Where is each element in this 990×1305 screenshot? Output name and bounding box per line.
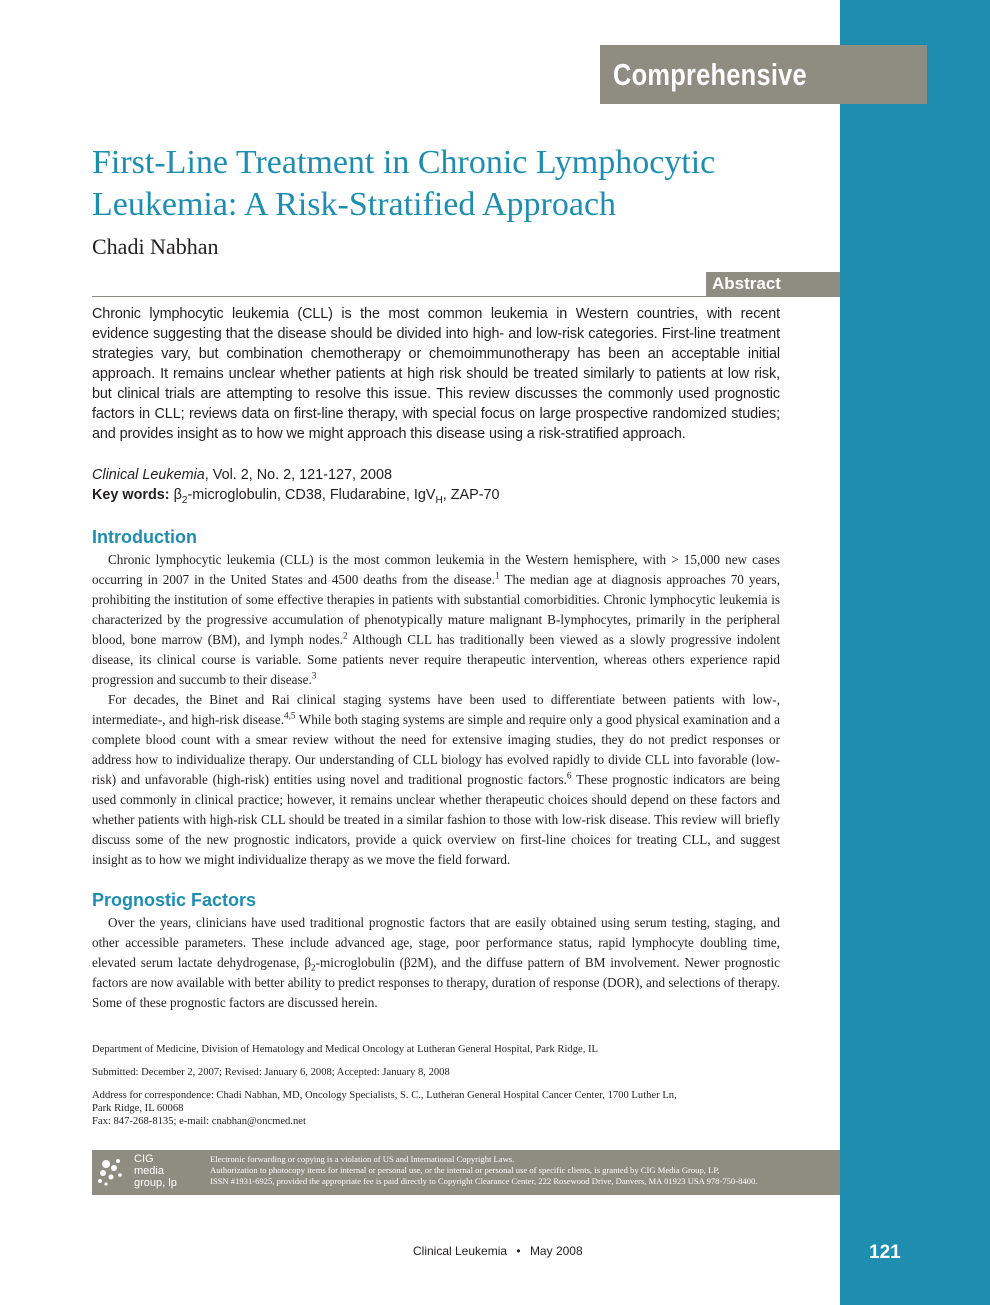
copyright-line-2: Authorization to photocopy items for internal or personal use, or the internal or personal use of specific clients, is granted by CIG Media Group, LP,: [210, 1165, 720, 1175]
address-line-1: Address for correspondence: Chadi Nabhan, MD, Oncology Specialists, S. C., Lutheran General Hospital Cancer Center, 1700 Luther Ln,: [92, 1090, 677, 1101]
cig-logo-text: [134, 1153, 177, 1189]
copyright-text: [210, 1154, 838, 1187]
prog-sub: 2: [311, 962, 316, 973]
ref-1: 1: [495, 570, 500, 581]
copyright-box: [92, 1150, 840, 1195]
author-name: Chadi Nabhan: [92, 234, 219, 259]
ref-6: 6: [566, 770, 572, 781]
footnotes: [92, 1043, 792, 1138]
keywords-line: [92, 485, 500, 505]
prognostic-factors-heading: Prognostic Factors: [92, 890, 257, 910]
cig-logo-icon: [92, 1150, 132, 1195]
citation-block: [92, 465, 500, 505]
ref-3: 3: [311, 670, 317, 681]
footer-journal: [413, 1244, 583, 1258]
intro-p1-c: Although CLL has traditionally been viewed as a slowly progressive indolent disease, its clinical course is variable. Some patients never require therapeutic intervention, whereas others experience rapid progression and succumb to their disease.: [92, 632, 781, 687]
intro-p2-a: For decades, the Binet and Rai clinical staging systems have been used to differentiate between patients with low-, intermediate-, and high-risk disease.: [92, 692, 780, 727]
side-color-bar: [840, 0, 990, 1305]
ref-4-5: 4,5: [284, 710, 296, 721]
footer-separator: •: [516, 1244, 521, 1258]
introduction-heading: Introduction: [92, 527, 197, 547]
abstract-label: Abstract: [706, 272, 840, 296]
cig-logo: [92, 1150, 202, 1195]
keywords-label: Key words:: [92, 487, 170, 503]
kw-beta-sub: 2: [181, 494, 188, 506]
intro-paragraph: [92, 550, 780, 690]
section-banner: [600, 45, 927, 151]
ref-2: 2: [342, 630, 348, 641]
page-number: 121: [869, 1242, 901, 1263]
citation-line: [92, 465, 500, 485]
dates-note: Submitted: December 2, 2007; Revised: January 6, 2008; Accepted: January 8, 2008: [92, 1067, 450, 1078]
abstract-text: Chronic lymphocytic leukemia (CLL) is the most common leukemia in Western countries, with recent evidence suggesting that the disease should be divided into high- and low-risk categories. First-line treatment strategies vary, but combination chemotherapy or chemoimmunotherapy has been an acceptable initial approach. It remains unclear whether patients at high risk should be treated similarly to patients at low risk, but clinical trials are attempting to resolve this issue. This review discusses the commonly used prognostic factors in CLL; reviews data on first-line therapy, with special focus on large prospective randomized studies; and provides insight as to how we might approach this disease using a risk-stratified approach.: [92, 306, 780, 442]
kw-end: , ZAP-70: [442, 487, 500, 503]
correspondence-note: [92, 1089, 792, 1128]
intro-p2-b: While both staging systems are simple and require only a good physical examination and a complete blood count with a smear review without the need for extensive imaging studies, they do not predict responses or address how to individualize therapy. Our understanding of CLL biology has evolved rapidly to divide CLL into favorable (low-risk) and unfavorable (high-risk) entities using novel and traditional prognostic factors.: [92, 712, 780, 787]
prognostic-paragraph: [92, 913, 780, 1013]
abstract-rule: [92, 296, 840, 297]
copyright-line-1: Electronic forwarding or copying is a violation of US and International Copyright Laws.: [210, 1154, 515, 1164]
kw-mid: -microglobulin, CD38, Fludarabine, IgV: [187, 487, 436, 503]
copyright-line-3: ISSN #1931-6925, provided the appropriate fee is paid directly to Copyright Clearance Center, 222 Rosewood Drive, Danvers, MA 01923 USA 978-750-8400.: [210, 1176, 758, 1186]
article-title: First-Line Treatment in Chronic Lymphocytic Leukemia: A Risk-Stratified Approach: [92, 144, 716, 223]
contact-line: Fax: 847-268-8135; e-mail: cnabhan@oncmed.net: [92, 1116, 306, 1127]
logo-line-2: media: [134, 1165, 164, 1177]
kw-igv-sub: H: [435, 494, 443, 506]
logo-line-1: CIG: [134, 1153, 154, 1165]
prog-p1-a: Over the years, clinicians have used traditional prognostic factors that are easily obtained using serum testing, staging, and other accessible parameters. These include advanced age, stage, poor performance status, rapid lymphocyte doubling time, elevated serum lactate dehydrogenase, β: [92, 915, 780, 970]
prognostic-body: [92, 913, 780, 1013]
footer-date: May 2008: [529, 1244, 583, 1258]
logo-line-3: group, lp: [134, 1177, 177, 1189]
section-label: Comprehensive Review: [613, 57, 807, 151]
citation-details: , Vol. 2, No. 2, 121-127, 2008: [204, 467, 392, 483]
kw-beta: β: [173, 487, 182, 503]
address-line-2: Park Ridge, IL 60068: [92, 1103, 184, 1114]
introduction-body: [92, 550, 780, 870]
footer-journal-name: Clinical Leukemia: [413, 1244, 508, 1258]
intro-paragraph: [92, 690, 780, 870]
intro-p1-a: Chronic lymphocytic leukemia (CLL) is the most common leukemia in the Western hemisphere, with > 15,000 new cases occurring in 2007 in the United States and 4500 deaths from the disease.: [92, 552, 780, 587]
affiliation-note: Department of Medicine, Division of Hematology and Medical Oncology at Lutheran General Hospital, Park Ridge, IL: [92, 1044, 599, 1055]
intro-p1-b: The median age at diagnosis approaches 70 years, prohibiting the institution of some effective therapies in patients with substantial comorbidities. Chronic lymphocytic leukemia is characterized by the progressive accumulation of phenotypically mature malignant B-lymphocytes, primarily in the peripheral blood, bone marrow (BM), and lymph nodes.: [92, 572, 780, 647]
journal-name: Clinical Leukemia: [92, 467, 205, 483]
prog-p1-b: -microglobulin (β2M), and the diffuse pattern of BM involvement. Newer prognostic factors are now available with better ability to predict responses to therapy, duration of response (DOR), and selections of therapy. Some of these prognostic factors are discussed herein.: [92, 955, 780, 1010]
intro-p2-c: These prognostic indicators are being used commonly in clinical practice; however, it remains unclear whether therapeutic choices should depend on these factors and whether patients with high-risk CLL should be treated in a similar fashion to those with low-risk disease. This review will briefly discuss some of the new prognostic indicators, provide a quick overview on first-line choices for treating CLL, and suggest insight as to how we might individualize therapy as we move the field forward.: [92, 772, 780, 867]
